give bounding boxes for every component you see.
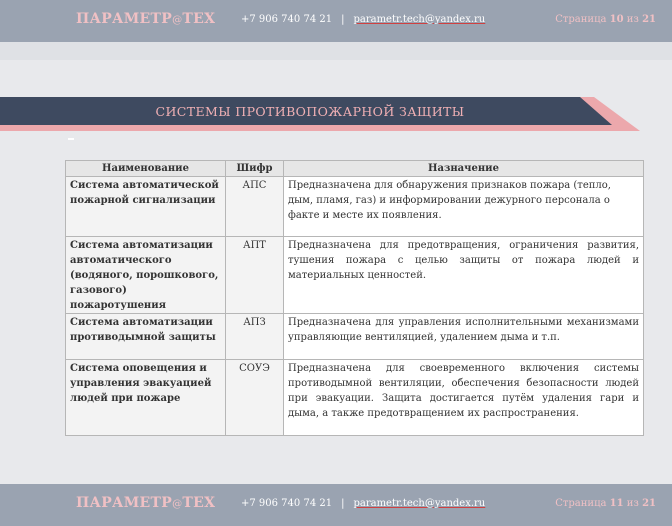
system-code: АПЗ: [226, 314, 284, 360]
section-title: СИСТЕМЫ ПРОТИВОПОЖАРНОЙ ЗАЩИТЫ: [155, 104, 465, 119]
system-code: АПТ: [226, 237, 284, 314]
system-name: Система оповещения и управления эвакуацией людей при пожаре: [66, 360, 226, 436]
decorative-dash: [68, 138, 74, 140]
page-header: [0, 0, 672, 42]
phone-number: +7 906 740 74 21: [241, 14, 333, 25]
column-header-name: Наименование: [66, 161, 226, 177]
section-banner: [0, 97, 672, 137]
table-row: [66, 314, 644, 360]
header-shadow-band: [0, 42, 672, 60]
contact-separator: |: [341, 14, 345, 25]
system-name: Система автоматической пожарной сигнализации: [66, 177, 226, 237]
system-purpose: Предназначена для управления исполнительными механизмами управляющие вентиляцией, удалением дыма и т.п.: [284, 314, 644, 360]
contact-separator: |: [341, 498, 345, 509]
page-number: Страница 11 из 21: [555, 498, 656, 509]
systems-table: [65, 160, 644, 436]
column-header-code: Шифр: [226, 161, 284, 177]
footer-contacts: [241, 498, 485, 509]
header-contacts: [241, 14, 485, 25]
system-name: Система автоматизации автоматического (водяного, порошкового, газового) пожаротушения: [66, 237, 226, 314]
phone-number: +7 906 740 74 21: [241, 498, 333, 509]
table-row: [66, 360, 644, 436]
table-row: [66, 237, 644, 314]
system-code: СОУЭ: [226, 360, 284, 436]
table-header-row: [66, 161, 644, 177]
page-footer: [0, 484, 672, 526]
email-link[interactable]: parametr.tech@yandex.ru: [353, 498, 486, 509]
system-code: АПС: [226, 177, 284, 237]
system-purpose: Предназначена для своевременного включения системы противодымной вентиляции, обеспечения безопасности людей при эвакуации. Защита достигается путём удаления гари и дыма, а также предотвращением их распространения.: [284, 360, 644, 436]
system-purpose: Предназначена для предотвращения, ограничения развития, тушения пожара с целью защиты от пожара людей и материальных ценностей.: [284, 237, 644, 314]
brand-logo: ПАРАМЕТР@ТЕХ: [76, 495, 216, 511]
system-purpose: Предназначена для обнаружения признаков пожара (тепло, дым, пламя, газ) и информировании дежурного персонала о факте и месте их появления.: [284, 177, 644, 237]
email-link[interactable]: parametr.tech@yandex.ru: [353, 14, 486, 25]
brand-logo: ПАРАМЕТР@ТЕХ: [76, 11, 216, 27]
column-header-purpose: Назначение: [284, 161, 644, 177]
page-number: Страница 10 из 21: [555, 14, 656, 25]
table-row: [66, 177, 644, 237]
system-name: Система автоматизации противодымной защиты: [66, 314, 226, 360]
